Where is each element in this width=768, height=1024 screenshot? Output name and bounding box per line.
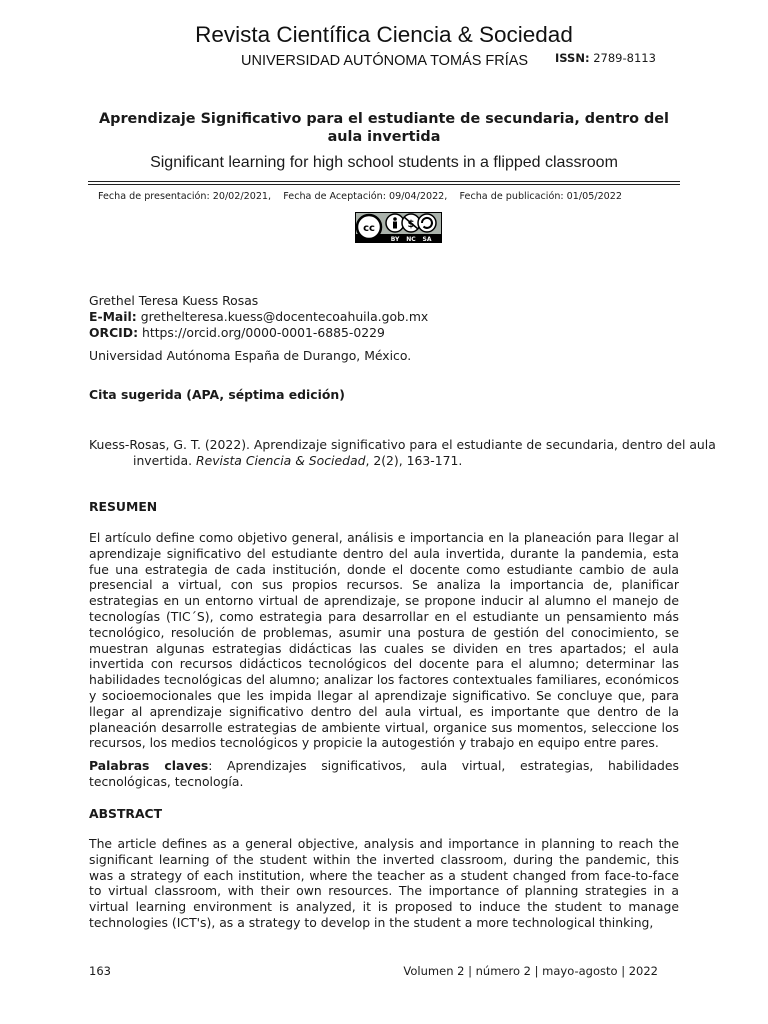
author-affiliation: Universidad Autónoma España de Durango, México. <box>89 348 412 363</box>
citation-journal: Revista Ciencia & Sociedad <box>195 452 366 468</box>
abstract-heading: ABSTRACT <box>89 806 163 821</box>
abstract-text: The article defines as a general objective, analysis and importance in planning to reach the significant learning of the student within the inverted classroom, during the pandemic, this was a strategy of each institution, where the teacher as a student changed from face-to-face to virtual classroom, with their own resources. The importance of planning strategies in a virtual learning environment is analyzed, it is proposed to induce the student to manage technologies (ICT's), as a strategy to develop in the student a more technological thinking, <box>89 836 679 930</box>
issn <box>555 51 656 65</box>
svg-text:cc: cc <box>363 223 375 234</box>
author-name: Grethel Teresa Kuess Rosas <box>89 293 259 308</box>
date-acceptance: Fecha de Aceptación: 09/04/2022, <box>283 191 448 202</box>
license-by: BY <box>390 236 400 243</box>
orcid-link[interactable]: https://orcid.org/0000-0001-6885-0229 <box>141 324 385 340</box>
email-label: E-Mail: <box>89 308 137 324</box>
article-title-es: Aprendizaje Significativo para el estudiante de secundaria, dentro del aula invertida <box>99 111 669 145</box>
keywords <box>89 758 679 790</box>
date-presentation: Fecha de presentación: 20/02/2021, <box>98 191 272 202</box>
orcid-label: ORCID: <box>89 324 139 340</box>
publication-dates <box>98 191 622 202</box>
author-email <box>89 309 679 325</box>
citation-text <box>89 437 723 469</box>
page-number: 163 <box>89 964 111 978</box>
author-block <box>89 293 679 340</box>
university-name: UNIVERSIDAD AUTÓNOMA TOMÁS FRÍAS <box>241 53 529 69</box>
citation-before: Kuess-Rosas, G. T. (2022). Aprendizaje significativo para el estudiante de secundaria, dentro del aula invertida. <box>89 437 716 468</box>
date-publication: Fecha de publicación: 01/05/2022 <box>459 191 622 202</box>
keywords-label: Palabras claves <box>89 758 209 773</box>
issn-value: 2789-8113 <box>593 51 656 65</box>
license-nc: NC <box>406 236 416 243</box>
author-orcid <box>89 325 679 341</box>
divider-bottom <box>88 184 680 185</box>
resumen-text: El artículo define como objetivo general, análisis e importancia en la planeación para llegar al aprendizaje significativo del estudiante dentro del aula invertida, durante la pandemia, esta fue una estrategia de cada institución, donde el docente como estudiante cambio de aula presencial a virtual, con sus propios recursos. Se analiza la importancia de, planificar estrategias en un entorno virtual de aprendizaje, se propone inducir al alumno el manejo de tecnologías (TIC´S), como estrategia para desarrollar en el estudiante un pensamiento más tecnológico, resolución de problemas, asumir una postura de gestión del conocimiento, se muestran algunas estrategias didácticas las cuales se dividen en tres apartados; el aula invertida con recursos didácticos tecnológicos del docente para el alumno; determinar las habilidades tecnológicas del alumno; analizar los factores contextuales familiares, económicos y socioemocionales que les impida llegar al aprendizaje significativo. Se concluye que, para llegar al aprendizaje significativo dentro del aula virtual, es importante que dentro de la planeación desarrolle estrategias de ambiente virtual, organice sus momentos, seleccione los recursos, los medios tecnológicos y propicie la autogestión y trabajo en equipo entre pares. <box>89 530 679 751</box>
resumen-heading: RESUMEN <box>89 499 158 514</box>
email-value[interactable]: grethelteresa.kuess@docentecoahuila.gob.mx <box>140 308 429 324</box>
citation-heading: Cita sugerida (APA, séptima edición) <box>89 387 345 402</box>
volume-info: Volumen 2 | número 2 | mayo-agosto | 2022 <box>403 964 658 978</box>
journal-title: Revista Científica Ciencia & Sociedad <box>195 22 573 47</box>
article-title-en: Significant learning for high school students in a flipped classroom <box>150 154 618 171</box>
keywords-text: : Aprendizajes significativos, aula virtual, estrategias, habilidades tecnológicas, tecnología. <box>89 758 679 789</box>
license-sa: SA <box>422 236 432 243</box>
cc-by-nc-sa-icon[interactable] <box>355 212 442 243</box>
issn-label: ISSN: <box>555 51 590 65</box>
citation-after: , 2(2), 163-171. <box>365 452 463 468</box>
divider-top <box>88 181 680 182</box>
svg-text:$: $ <box>407 219 415 230</box>
